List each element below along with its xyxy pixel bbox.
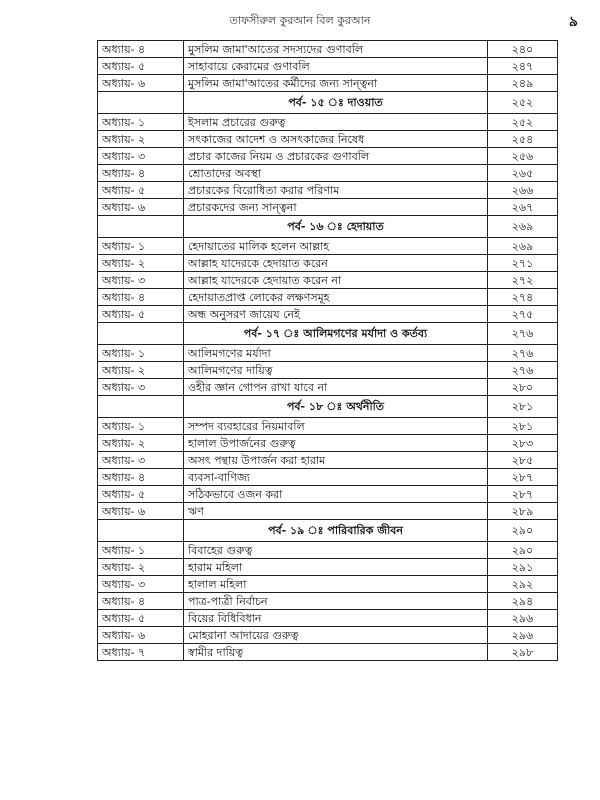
chapter-page-number: ২৮১	[488, 418, 558, 435]
chapter-title: হালাল উপার্জনের গুরুত্ব	[184, 435, 488, 452]
chapter-title: স্বামীর দায়িত্ব	[184, 644, 488, 661]
chapter-page-number: ২৫৬	[488, 148, 558, 165]
chapter-label: অধ্যায়- ৫	[98, 486, 184, 503]
chapter-row	[98, 199, 558, 216]
chapter-title: ব্যবসা-বাণিজ্য	[184, 469, 488, 486]
chapter-row	[98, 114, 558, 131]
chapter-label: অধ্যায়- ৩	[98, 452, 184, 469]
chapter-page-number: ২৪৭	[488, 58, 558, 75]
chapter-row	[98, 41, 558, 58]
part-page-number: ২৯০	[488, 520, 558, 542]
chapter-page-number: ২৯৪	[488, 593, 558, 610]
page-number: ৯	[568, 14, 578, 30]
chapter-title: বিয়ের বিধিবিধান	[184, 610, 488, 627]
chapter-page-number: ২৮৫	[488, 452, 558, 469]
chapter-label: অধ্যায়- ২	[98, 255, 184, 272]
chapter-label: অধ্যায়- ৪	[98, 165, 184, 182]
chapter-label: অধ্যায়- ৬	[98, 199, 184, 216]
part-page-number: ২৮১	[488, 396, 558, 418]
chapter-label: অধ্যায়- ৫	[98, 306, 184, 323]
chapter-page-number: ২৮৯	[488, 503, 558, 520]
chapter-page-number: ২৭৫	[488, 306, 558, 323]
part-label-cell	[98, 396, 184, 418]
chapter-row	[98, 576, 558, 593]
chapter-page-number: ২৭৬	[488, 345, 558, 362]
chapter-label: অধ্যায়- ১	[98, 418, 184, 435]
chapter-title: মুসলিম জামা'আতের কর্মীদের জন্য সান্ত্বনা	[184, 75, 488, 92]
chapter-page-number: ২৬৫	[488, 165, 558, 182]
part-title: পর্ব- ১৮ ঃ অর্থনীতি	[184, 396, 488, 418]
chapter-title: হারাম মহিলা	[184, 559, 488, 576]
chapter-page-number: ২৬৬	[488, 182, 558, 199]
chapter-row	[98, 165, 558, 182]
chapter-page-number: ২৮৭	[488, 486, 558, 503]
chapter-row	[98, 289, 558, 306]
page-header	[0, 8, 600, 32]
chapter-page-number: ২৮৩	[488, 435, 558, 452]
chapter-label: অধ্যায়- ১	[98, 542, 184, 559]
part-label-cell	[98, 92, 184, 114]
chapter-label: অধ্যায়- ২	[98, 435, 184, 452]
chapter-row	[98, 75, 558, 92]
part-title: পর্ব- ১৯ ঃ পারিবারিক জীবন	[184, 520, 488, 542]
chapter-title: অন্ধ অনুসরণ জায়েয নেই	[184, 306, 488, 323]
chapter-title: ওহীর জ্ঞান গোপন রাখা যাবে না	[184, 379, 488, 396]
chapter-page-number: ২৯২	[488, 576, 558, 593]
chapter-label: অধ্যায়- ৫	[98, 610, 184, 627]
chapter-label: অধ্যায়- ৫	[98, 58, 184, 75]
chapter-row	[98, 644, 558, 661]
chapter-row	[98, 182, 558, 199]
chapter-title: আল্লাহ যাদেরকে হেদায়াত করেন	[184, 255, 488, 272]
chapter-row	[98, 610, 558, 627]
chapter-row	[98, 503, 558, 520]
chapter-label: অধ্যায়- ১	[98, 114, 184, 131]
chapter-page-number: ২৫৪	[488, 131, 558, 148]
chapter-page-number: ২৪৯	[488, 75, 558, 92]
chapter-title: পাত্র-পাত্রী নির্বাচন	[184, 593, 488, 610]
part-heading-row	[98, 520, 558, 542]
chapter-title: শ্রোতাদের অবস্থা	[184, 165, 488, 182]
part-label-cell	[98, 520, 184, 542]
chapter-label: অধ্যায়- ৬	[98, 627, 184, 644]
chapter-row	[98, 306, 558, 323]
chapter-title: বিবাহের গুরুত্ব	[184, 542, 488, 559]
chapter-title: সম্পদ ব্যবহারের নিয়মাবলি	[184, 418, 488, 435]
chapter-page-number: ২৭৬	[488, 362, 558, 379]
chapter-title: আল্লাহ যাদেরকে হেদায়াত করেন না	[184, 272, 488, 289]
chapter-page-number: ২৯১	[488, 559, 558, 576]
chapter-label: অধ্যায়- ৩	[98, 379, 184, 396]
chapter-row	[98, 452, 558, 469]
chapter-title: ঋণ	[184, 503, 488, 520]
chapter-label: অধ্যায়- ৪	[98, 41, 184, 58]
chapter-label: অধ্যায়- ১	[98, 238, 184, 255]
chapter-label: অধ্যায়- ২	[98, 131, 184, 148]
chapter-row	[98, 379, 558, 396]
chapter-label: অধ্যায়- ১	[98, 345, 184, 362]
chapter-page-number: ২৭৪	[488, 289, 558, 306]
chapter-label: অধ্যায়- ৩	[98, 148, 184, 165]
chapter-title: হেদায়াতের মালিক হলেন আল্লাহ	[184, 238, 488, 255]
chapter-title: মোহরানা আদায়ের গুরুত্ব	[184, 627, 488, 644]
part-page-number: ২৬৯	[488, 216, 558, 238]
chapter-page-number: ২৬৯	[488, 238, 558, 255]
chapter-title: প্রচারকের বিরোধিতা করার পরিণাম	[184, 182, 488, 199]
chapter-title: প্রচার কাজের নিয়ম ও প্রচারকের গুণাবলি	[184, 148, 488, 165]
chapter-row	[98, 255, 558, 272]
chapter-page-number: ২৪০	[488, 41, 558, 58]
chapter-label: অধ্যায়- ৫	[98, 182, 184, 199]
part-page-number: ২৫২	[488, 92, 558, 114]
chapter-label: অধ্যায়- ২	[98, 559, 184, 576]
chapter-title: সাহাবায়ে কেরামের গুণাবলি	[184, 58, 488, 75]
chapter-row	[98, 418, 558, 435]
chapter-page-number: ২৯৬	[488, 610, 558, 627]
chapter-title: প্রচারকদের জন্য সান্ত্বনা	[184, 199, 488, 216]
chapter-page-number: ২৫২	[488, 114, 558, 131]
chapter-page-number: ২৬৭	[488, 199, 558, 216]
running-title: তাফসীরুল কুরআন বিল কুরআন	[229, 14, 371, 27]
toc-body	[98, 41, 558, 661]
chapter-label: অধ্যায়- ২	[98, 362, 184, 379]
chapter-label: অধ্যায়- ৪	[98, 593, 184, 610]
chapter-page-number: ২৮০	[488, 379, 558, 396]
chapter-row	[98, 362, 558, 379]
part-heading-row	[98, 396, 558, 418]
chapter-label: অধ্যায়- ৪	[98, 289, 184, 306]
chapter-row	[98, 559, 558, 576]
chapter-label: অধ্যায়- ৬	[98, 503, 184, 520]
chapter-row	[98, 627, 558, 644]
chapter-label: অধ্যায়- ৩	[98, 576, 184, 593]
chapter-row	[98, 435, 558, 452]
chapter-row	[98, 593, 558, 610]
chapter-title: আলিমগণের মর্যাদা	[184, 345, 488, 362]
chapter-title: হেদায়াতপ্রাপ্ত লোকের লক্ষণসমূহ	[184, 289, 488, 306]
chapter-row	[98, 58, 558, 75]
table-of-contents	[97, 40, 558, 661]
chapter-page-number: ২৭২	[488, 272, 558, 289]
part-label-cell	[98, 216, 184, 238]
part-heading-row	[98, 323, 558, 345]
chapter-title: অসৎ পন্থায় উপার্জন করা হারাম	[184, 452, 488, 469]
chapter-label: অধ্যায়- ৭	[98, 644, 184, 661]
chapter-title: ইসলাম প্রচারের গুরুত্ব	[184, 114, 488, 131]
part-heading-row	[98, 92, 558, 114]
chapter-row	[98, 238, 558, 255]
chapter-page-number: ২৯০	[488, 542, 558, 559]
part-title: পর্ব- ১৬ ঃ হেদায়াত	[184, 216, 488, 238]
chapter-row	[98, 272, 558, 289]
chapter-title: হালাল মহিলা	[184, 576, 488, 593]
chapter-title: আলিমগণের দায়িত্ব	[184, 362, 488, 379]
part-heading-row	[98, 216, 558, 238]
part-page-number: ২৭৬	[488, 323, 558, 345]
part-label-cell	[98, 323, 184, 345]
chapter-row	[98, 345, 558, 362]
chapter-title: সৎকাজের আদেশ ও অসৎকাজের নিষেধ	[184, 131, 488, 148]
part-title: পর্ব- ১৫ ঃ দাওয়াত	[184, 92, 488, 114]
chapter-row	[98, 469, 558, 486]
part-title: পর্ব- ১৭ ঃ আলিমগণের মর্যাদা ও কর্তব্য	[184, 323, 488, 345]
chapter-row	[98, 486, 558, 503]
chapter-label: অধ্যায়- ৩	[98, 272, 184, 289]
chapter-page-number: ২৯৮	[488, 644, 558, 661]
chapter-title: সঠিকভাবে ওজন করা	[184, 486, 488, 503]
chapter-page-number: ২৯৬	[488, 627, 558, 644]
chapter-page-number: ২৮৭	[488, 469, 558, 486]
chapter-row	[98, 542, 558, 559]
chapter-row	[98, 131, 558, 148]
chapter-label: অধ্যায়- ৪	[98, 469, 184, 486]
chapter-page-number: ২৭১	[488, 255, 558, 272]
chapter-title: মুসলিম জামা'আতের সদস্যদের গুণাবলি	[184, 41, 488, 58]
chapter-row	[98, 148, 558, 165]
chapter-label: অধ্যায়- ৬	[98, 75, 184, 92]
